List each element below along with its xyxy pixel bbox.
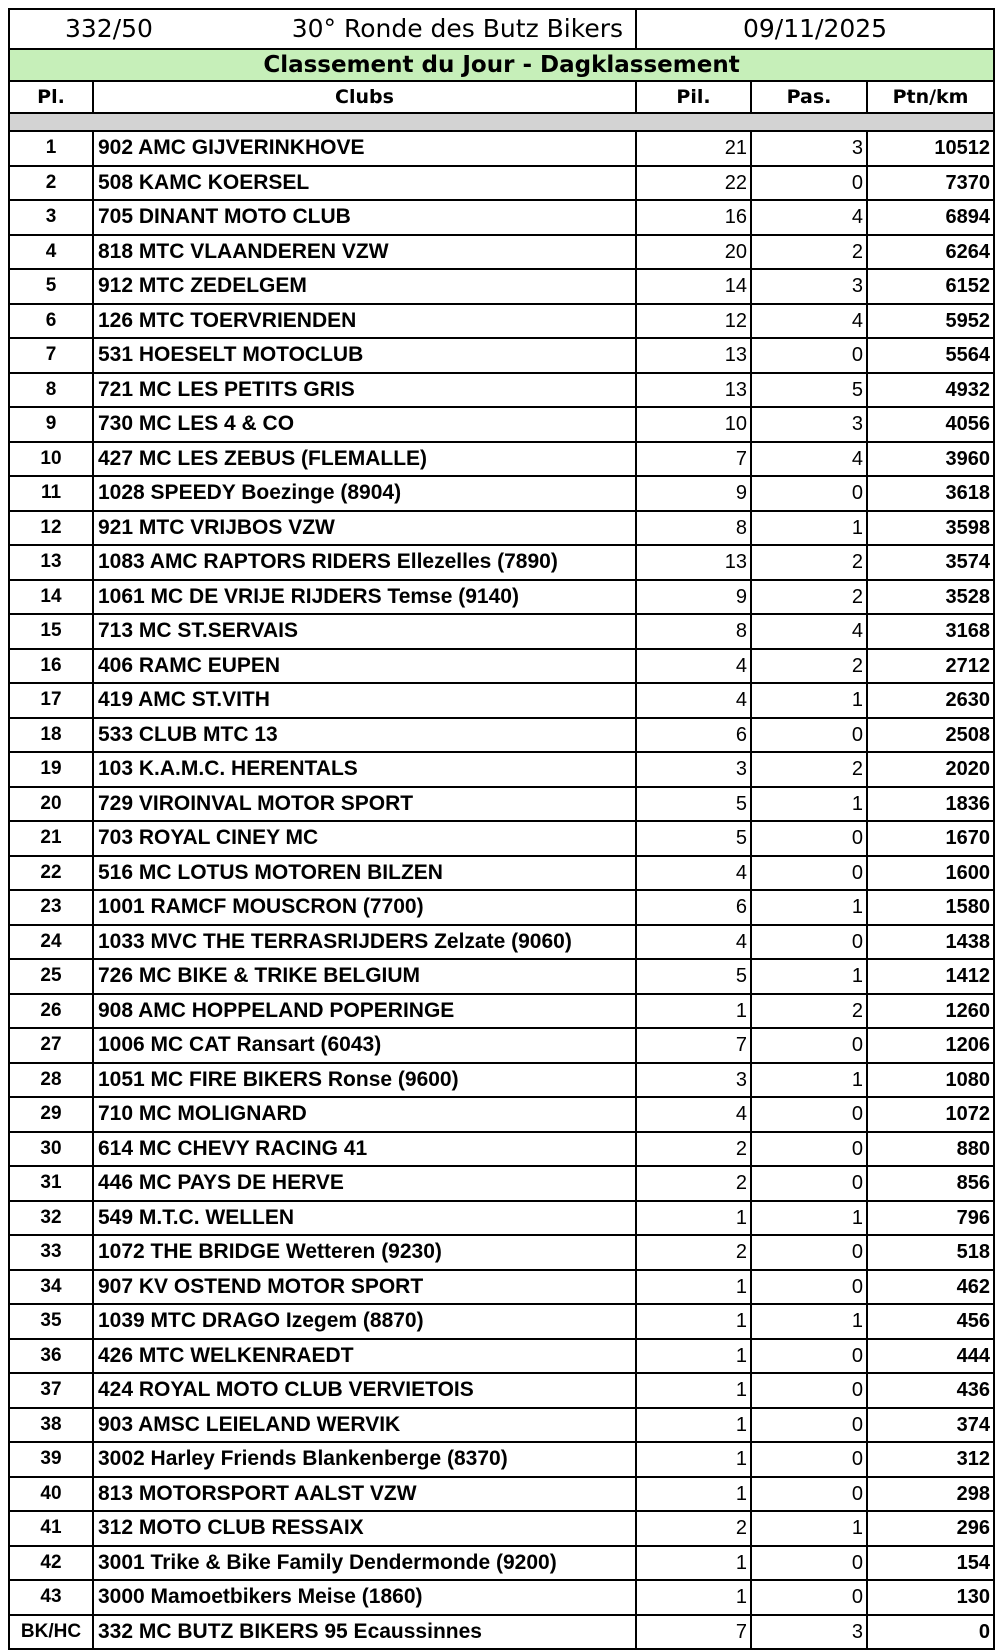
table-row: [9, 1580, 994, 1615]
passengers-cell: 1: [751, 890, 867, 925]
passengers-cell: 0: [751, 476, 867, 511]
pilots-cell: 6: [636, 890, 751, 925]
points-cell: 796: [867, 1201, 994, 1236]
club-name-cell: 703 ROYAL CINEY MC: [93, 821, 636, 856]
pilots-cell: 14: [636, 269, 751, 304]
pilots-cell: 5: [636, 821, 751, 856]
club-name-cell: 549 M.T.C. WELLEN: [93, 1201, 636, 1236]
passengers-cell: 0: [751, 856, 867, 891]
pilots-cell: 3: [636, 752, 751, 787]
pilots-cell: 9: [636, 580, 751, 615]
points-cell: 3528: [867, 580, 994, 615]
pilots-cell: 8: [636, 614, 751, 649]
table-row: [9, 821, 994, 856]
rank-cell: 17: [9, 683, 93, 718]
table-row: [9, 1408, 994, 1443]
rank-cell: 18: [9, 718, 93, 753]
event-ref: 332/50: [65, 14, 153, 43]
club-name-cell: 424 ROYAL MOTO CLUB VERVIETOIS: [93, 1373, 636, 1408]
passengers-cell: 2: [751, 235, 867, 270]
pilots-cell: 13: [636, 338, 751, 373]
rank-cell: 35: [9, 1304, 93, 1339]
pilots-cell: 4: [636, 856, 751, 891]
points-cell: 444: [867, 1339, 994, 1374]
points-cell: 1836: [867, 787, 994, 822]
pilots-cell: 1: [636, 1442, 751, 1477]
passengers-cell: 0: [751, 925, 867, 960]
pilots-cell: 4: [636, 1097, 751, 1132]
pilots-cell: 9: [636, 476, 751, 511]
table-row: [9, 304, 994, 339]
table-row: [9, 200, 994, 235]
pilots-cell: 7: [636, 1028, 751, 1063]
rank-cell: 19: [9, 752, 93, 787]
club-name-cell: 419 AMC ST.VITH: [93, 683, 636, 718]
passengers-cell: 0: [751, 1339, 867, 1374]
passengers-cell: 1: [751, 959, 867, 994]
rank-cell: 41: [9, 1511, 93, 1546]
table-row: [9, 1201, 994, 1236]
club-name-cell: 508 KAMC KOERSEL: [93, 166, 636, 201]
club-name-cell: 427 MC LES ZEBUS (FLEMALLE): [93, 442, 636, 477]
rank-cell: 29: [9, 1097, 93, 1132]
pilots-cell: 5: [636, 959, 751, 994]
club-name-cell: 705 DINANT MOTO CLUB: [93, 200, 636, 235]
pilots-cell: 22: [636, 166, 751, 201]
pilots-cell: 2: [636, 1235, 751, 1270]
rank-cell: 16: [9, 649, 93, 684]
passengers-cell: 2: [751, 580, 867, 615]
passengers-cell: 0: [751, 1235, 867, 1270]
column-header-row: [9, 81, 994, 113]
table-row: [9, 1235, 994, 1270]
club-name-cell: 730 MC LES 4 & CO: [93, 407, 636, 442]
table-row: [9, 580, 994, 615]
table-row: [9, 1097, 994, 1132]
points-cell: 518: [867, 1235, 994, 1270]
rank-cell: 1: [9, 131, 93, 166]
club-name-cell: 1083 AMC RAPTORS RIDERS Ellezelles (7890): [93, 545, 636, 580]
rank-cell: 22: [9, 856, 93, 891]
rank-cell: 6: [9, 304, 93, 339]
rank-cell: 36: [9, 1339, 93, 1374]
points-cell: 1206: [867, 1028, 994, 1063]
club-name-cell: 726 MC BIKE & TRIKE BELGIUM: [93, 959, 636, 994]
passengers-cell: 0: [751, 1097, 867, 1132]
pilots-cell: 2: [636, 1132, 751, 1167]
pilots-cell: 2: [636, 1511, 751, 1546]
points-cell: 3574: [867, 545, 994, 580]
club-name-cell: 332 MC BUTZ BIKERS 95 Ecaussinnes: [93, 1615, 636, 1650]
classement-sheet: [8, 8, 993, 1650]
club-name-cell: 902 AMC GIJVERINKHOVE: [93, 131, 636, 166]
points-cell: 298: [867, 1477, 994, 1512]
points-cell: 1670: [867, 821, 994, 856]
points-cell: 154: [867, 1546, 994, 1581]
table-row: [9, 856, 994, 891]
passengers-cell: 1: [751, 1511, 867, 1546]
points-cell: 2630: [867, 683, 994, 718]
points-cell: 4056: [867, 407, 994, 442]
club-name-cell: 721 MC LES PETITS GRIS: [93, 373, 636, 408]
pilots-cell: 1: [636, 1201, 751, 1236]
table-row: [9, 787, 994, 822]
rank-cell: 3: [9, 200, 93, 235]
table-row: [9, 959, 994, 994]
table-row: [9, 1442, 994, 1477]
club-name-cell: 1072 THE BRIDGE Wetteren (9230): [93, 1235, 636, 1270]
passengers-cell: 0: [751, 1408, 867, 1443]
club-name-cell: 3002 Harley Friends Blankenberge (8370): [93, 1442, 636, 1477]
points-cell: 6152: [867, 269, 994, 304]
table-row: [9, 545, 994, 580]
club-name-cell: 1039 MTC DRAGO Izegem (8870): [93, 1304, 636, 1339]
pilots-cell: 8: [636, 511, 751, 546]
points-cell: 436: [867, 1373, 994, 1408]
passengers-cell: 5: [751, 373, 867, 408]
club-name-cell: 406 RAMC EUPEN: [93, 649, 636, 684]
club-name-cell: 533 CLUB MTC 13: [93, 718, 636, 753]
passengers-cell: 4: [751, 304, 867, 339]
event-date: 09/11/2025: [636, 9, 994, 49]
event-ref-cell: [9, 9, 636, 49]
points-cell: 2508: [867, 718, 994, 753]
club-name-cell: 126 MTC TOERVRIENDEN: [93, 304, 636, 339]
points-cell: 456: [867, 1304, 994, 1339]
pilots-cell: 1: [636, 1477, 751, 1512]
points-cell: 3960: [867, 442, 994, 477]
passengers-cell: 1: [751, 1304, 867, 1339]
rank-cell: 4: [9, 235, 93, 270]
club-name-cell: 312 MOTO CLUB RESSAIX: [93, 1511, 636, 1546]
passengers-cell: 0: [751, 1477, 867, 1512]
table-row: [9, 890, 994, 925]
rank-cell: 30: [9, 1132, 93, 1167]
passengers-cell: 0: [751, 1028, 867, 1063]
pilots-cell: 1: [636, 994, 751, 1029]
pilots-cell: 13: [636, 545, 751, 580]
pilots-cell: 4: [636, 649, 751, 684]
rank-cell: 8: [9, 373, 93, 408]
club-name-cell: 912 MTC ZEDELGEM: [93, 269, 636, 304]
pilots-cell: 4: [636, 683, 751, 718]
passengers-cell: 2: [751, 994, 867, 1029]
rank-cell: 34: [9, 1270, 93, 1305]
points-cell: 1072: [867, 1097, 994, 1132]
points-cell: 3598: [867, 511, 994, 546]
rank-cell: 40: [9, 1477, 93, 1512]
table-row: [9, 511, 994, 546]
table-row: [9, 1546, 994, 1581]
club-name-cell: 818 MTC VLAANDEREN VZW: [93, 235, 636, 270]
table-row: [9, 269, 994, 304]
club-name-cell: 3001 Trike & Bike Family Dendermonde (9200): [93, 1546, 636, 1581]
passengers-cell: 0: [751, 1166, 867, 1201]
subtitle-row: [9, 49, 994, 81]
passengers-cell: 2: [751, 545, 867, 580]
passengers-cell: 1: [751, 683, 867, 718]
points-cell: 1580: [867, 890, 994, 925]
club-name-cell: 1006 MC CAT Ransart (6043): [93, 1028, 636, 1063]
club-name-cell: 426 MTC WELKENRAEDT: [93, 1339, 636, 1374]
rank-cell: 28: [9, 1063, 93, 1098]
club-name-cell: 710 MC MOLIGNARD: [93, 1097, 636, 1132]
table-row: [9, 166, 994, 201]
club-name-cell: 921 MTC VRIJBOS VZW: [93, 511, 636, 546]
table-row: [9, 1028, 994, 1063]
pilots-cell: 6: [636, 718, 751, 753]
passengers-cell: 0: [751, 1442, 867, 1477]
rank-cell: 42: [9, 1546, 93, 1581]
page-subtitle: Classement du Jour - Dagklassement: [9, 49, 994, 81]
col-header-pts: Ptn/km: [867, 81, 994, 113]
points-cell: 374: [867, 1408, 994, 1443]
passengers-cell: 0: [751, 166, 867, 201]
passengers-cell: 0: [751, 1373, 867, 1408]
club-name-cell: 1001 RAMCF MOUSCRON (7700): [93, 890, 636, 925]
club-name-cell: 903 AMSC LEIELAND WERVIK: [93, 1408, 636, 1443]
rank-cell: 13: [9, 545, 93, 580]
table-row: [9, 407, 994, 442]
table-row: [9, 131, 994, 166]
pilots-cell: 21: [636, 131, 751, 166]
points-cell: 880: [867, 1132, 994, 1167]
rank-cell: 25: [9, 959, 93, 994]
passengers-cell: 0: [751, 821, 867, 856]
table-row: [9, 1304, 994, 1339]
rank-cell: 32: [9, 1201, 93, 1236]
spacer-cell: [9, 113, 994, 131]
table-row: [9, 614, 994, 649]
club-name-cell: 1033 MVC THE TERRASRIJDERS Zelzate (9060): [93, 925, 636, 960]
rank-cell: BK/HC: [9, 1615, 93, 1650]
club-name-cell: 516 MC LOTUS MOTOREN BILZEN: [93, 856, 636, 891]
spacer-row: [9, 113, 994, 131]
rank-cell: 2: [9, 166, 93, 201]
points-cell: 10512: [867, 131, 994, 166]
table-row: [9, 718, 994, 753]
club-name-cell: 3000 Mamoetbikers Meise (1860): [93, 1580, 636, 1615]
passengers-cell: 1: [751, 511, 867, 546]
pilots-cell: 5: [636, 787, 751, 822]
club-name-cell: 446 MC PAYS DE HERVE: [93, 1166, 636, 1201]
rank-cell: 23: [9, 890, 93, 925]
rank-cell: 10: [9, 442, 93, 477]
points-cell: 0: [867, 1615, 994, 1650]
pilots-cell: 1: [636, 1270, 751, 1305]
points-cell: 130: [867, 1580, 994, 1615]
club-name-cell: 813 MOTORSPORT AALST VZW: [93, 1477, 636, 1512]
points-cell: 2020: [867, 752, 994, 787]
rank-cell: 21: [9, 821, 93, 856]
rank-cell: 9: [9, 407, 93, 442]
club-name-cell: 713 MC ST.SERVAIS: [93, 614, 636, 649]
pilots-cell: 1: [636, 1373, 751, 1408]
passengers-cell: 1: [751, 787, 867, 822]
pilots-cell: 7: [636, 442, 751, 477]
club-name-cell: 1028 SPEEDY Boezinge (8904): [93, 476, 636, 511]
passengers-cell: 0: [751, 1546, 867, 1581]
rank-cell: 14: [9, 580, 93, 615]
rank-cell: 5: [9, 269, 93, 304]
pilots-cell: 1: [636, 1339, 751, 1374]
col-header-pas: Pas.: [751, 81, 867, 113]
points-cell: 1412: [867, 959, 994, 994]
club-name-cell: 614 MC CHEVY RACING 41: [93, 1132, 636, 1167]
col-header-pil: Pil.: [636, 81, 751, 113]
rank-cell: 26: [9, 994, 93, 1029]
table-row: [9, 1166, 994, 1201]
points-cell: 1438: [867, 925, 994, 960]
passengers-cell: 4: [751, 200, 867, 235]
pilots-cell: 1: [636, 1408, 751, 1443]
pilots-cell: 7: [636, 1615, 751, 1650]
club-name-cell: 103 K.A.M.C. HERENTALS: [93, 752, 636, 787]
pilots-cell: 16: [636, 200, 751, 235]
club-name-cell: 729 VIROINVAL MOTOR SPORT: [93, 787, 636, 822]
pilots-cell: 3: [636, 1063, 751, 1098]
rank-cell: 7: [9, 338, 93, 373]
rank-cell: 15: [9, 614, 93, 649]
rank-cell: 43: [9, 1580, 93, 1615]
rank-cell: 11: [9, 476, 93, 511]
table-row: [9, 1063, 994, 1098]
passengers-cell: 4: [751, 614, 867, 649]
passengers-cell: 0: [751, 1132, 867, 1167]
passengers-cell: 2: [751, 649, 867, 684]
rank-cell: 39: [9, 1442, 93, 1477]
table-row: [9, 1477, 994, 1512]
passengers-cell: 0: [751, 1270, 867, 1305]
pilots-cell: 1: [636, 1580, 751, 1615]
passengers-cell: 1: [751, 1201, 867, 1236]
pilots-cell: 1: [636, 1304, 751, 1339]
passengers-cell: 3: [751, 269, 867, 304]
title-row: [9, 9, 994, 49]
pilots-cell: 10: [636, 407, 751, 442]
passengers-cell: 4: [751, 442, 867, 477]
club-name-cell: 907 KV OSTEND MOTOR SPORT: [93, 1270, 636, 1305]
points-cell: 7370: [867, 166, 994, 201]
col-header-clubs: Clubs: [93, 81, 636, 113]
table-row: [9, 1373, 994, 1408]
passengers-cell: 0: [751, 1580, 867, 1615]
pilots-cell: 20: [636, 235, 751, 270]
passengers-cell: 1: [751, 1063, 867, 1098]
points-cell: 5952: [867, 304, 994, 339]
passengers-cell: 3: [751, 1615, 867, 1650]
pilots-cell: 12: [636, 304, 751, 339]
table-row: [9, 649, 994, 684]
table-row: [9, 683, 994, 718]
passengers-cell: 3: [751, 131, 867, 166]
passengers-cell: 3: [751, 407, 867, 442]
points-cell: 3618: [867, 476, 994, 511]
rank-cell: 24: [9, 925, 93, 960]
rank-cell: 12: [9, 511, 93, 546]
pilots-cell: 2: [636, 1166, 751, 1201]
points-cell: 1600: [867, 856, 994, 891]
rank-cell: 33: [9, 1235, 93, 1270]
table-row: [9, 1511, 994, 1546]
rank-cell: 38: [9, 1408, 93, 1443]
club-name-cell: 531 HOESELT MOTOCLUB: [93, 338, 636, 373]
table-row: [9, 373, 994, 408]
col-header-pl: Pl.: [9, 81, 93, 113]
passengers-cell: 0: [751, 718, 867, 753]
points-cell: 3168: [867, 614, 994, 649]
points-cell: 6894: [867, 200, 994, 235]
club-name-cell: 1051 MC FIRE BIKERS Ronse (9600): [93, 1063, 636, 1098]
ranking-table: [8, 8, 995, 1650]
points-cell: 462: [867, 1270, 994, 1305]
table-row: [9, 1132, 994, 1167]
club-name-cell: 1061 MC DE VRIJE RIJDERS Temse (9140): [93, 580, 636, 615]
rank-cell: 31: [9, 1166, 93, 1201]
table-row: [9, 752, 994, 787]
table-row: [9, 235, 994, 270]
rank-cell: 20: [9, 787, 93, 822]
pilots-cell: 1: [636, 1546, 751, 1581]
passengers-cell: 0: [751, 338, 867, 373]
points-cell: 4932: [867, 373, 994, 408]
points-cell: 5564: [867, 338, 994, 373]
table-row: [9, 1270, 994, 1305]
table-row: [9, 442, 994, 477]
passengers-cell: 2: [751, 752, 867, 787]
table-row: [9, 476, 994, 511]
rank-cell: 27: [9, 1028, 93, 1063]
points-cell: 6264: [867, 235, 994, 270]
table-row: [9, 1339, 994, 1374]
points-cell: 856: [867, 1166, 994, 1201]
points-cell: 1260: [867, 994, 994, 1029]
points-cell: 2712: [867, 649, 994, 684]
table-row: [9, 338, 994, 373]
points-cell: 1080: [867, 1063, 994, 1098]
rank-cell: 37: [9, 1373, 93, 1408]
event-title: 30° Ronde des Butz Bikers: [291, 14, 624, 43]
table-row: [9, 925, 994, 960]
points-cell: 312: [867, 1442, 994, 1477]
pilots-cell: 4: [636, 925, 751, 960]
table-row: [9, 1615, 994, 1650]
table-row: [9, 994, 994, 1029]
club-name-cell: 908 AMC HOPPELAND POPERINGE: [93, 994, 636, 1029]
pilots-cell: 13: [636, 373, 751, 408]
points-cell: 296: [867, 1511, 994, 1546]
